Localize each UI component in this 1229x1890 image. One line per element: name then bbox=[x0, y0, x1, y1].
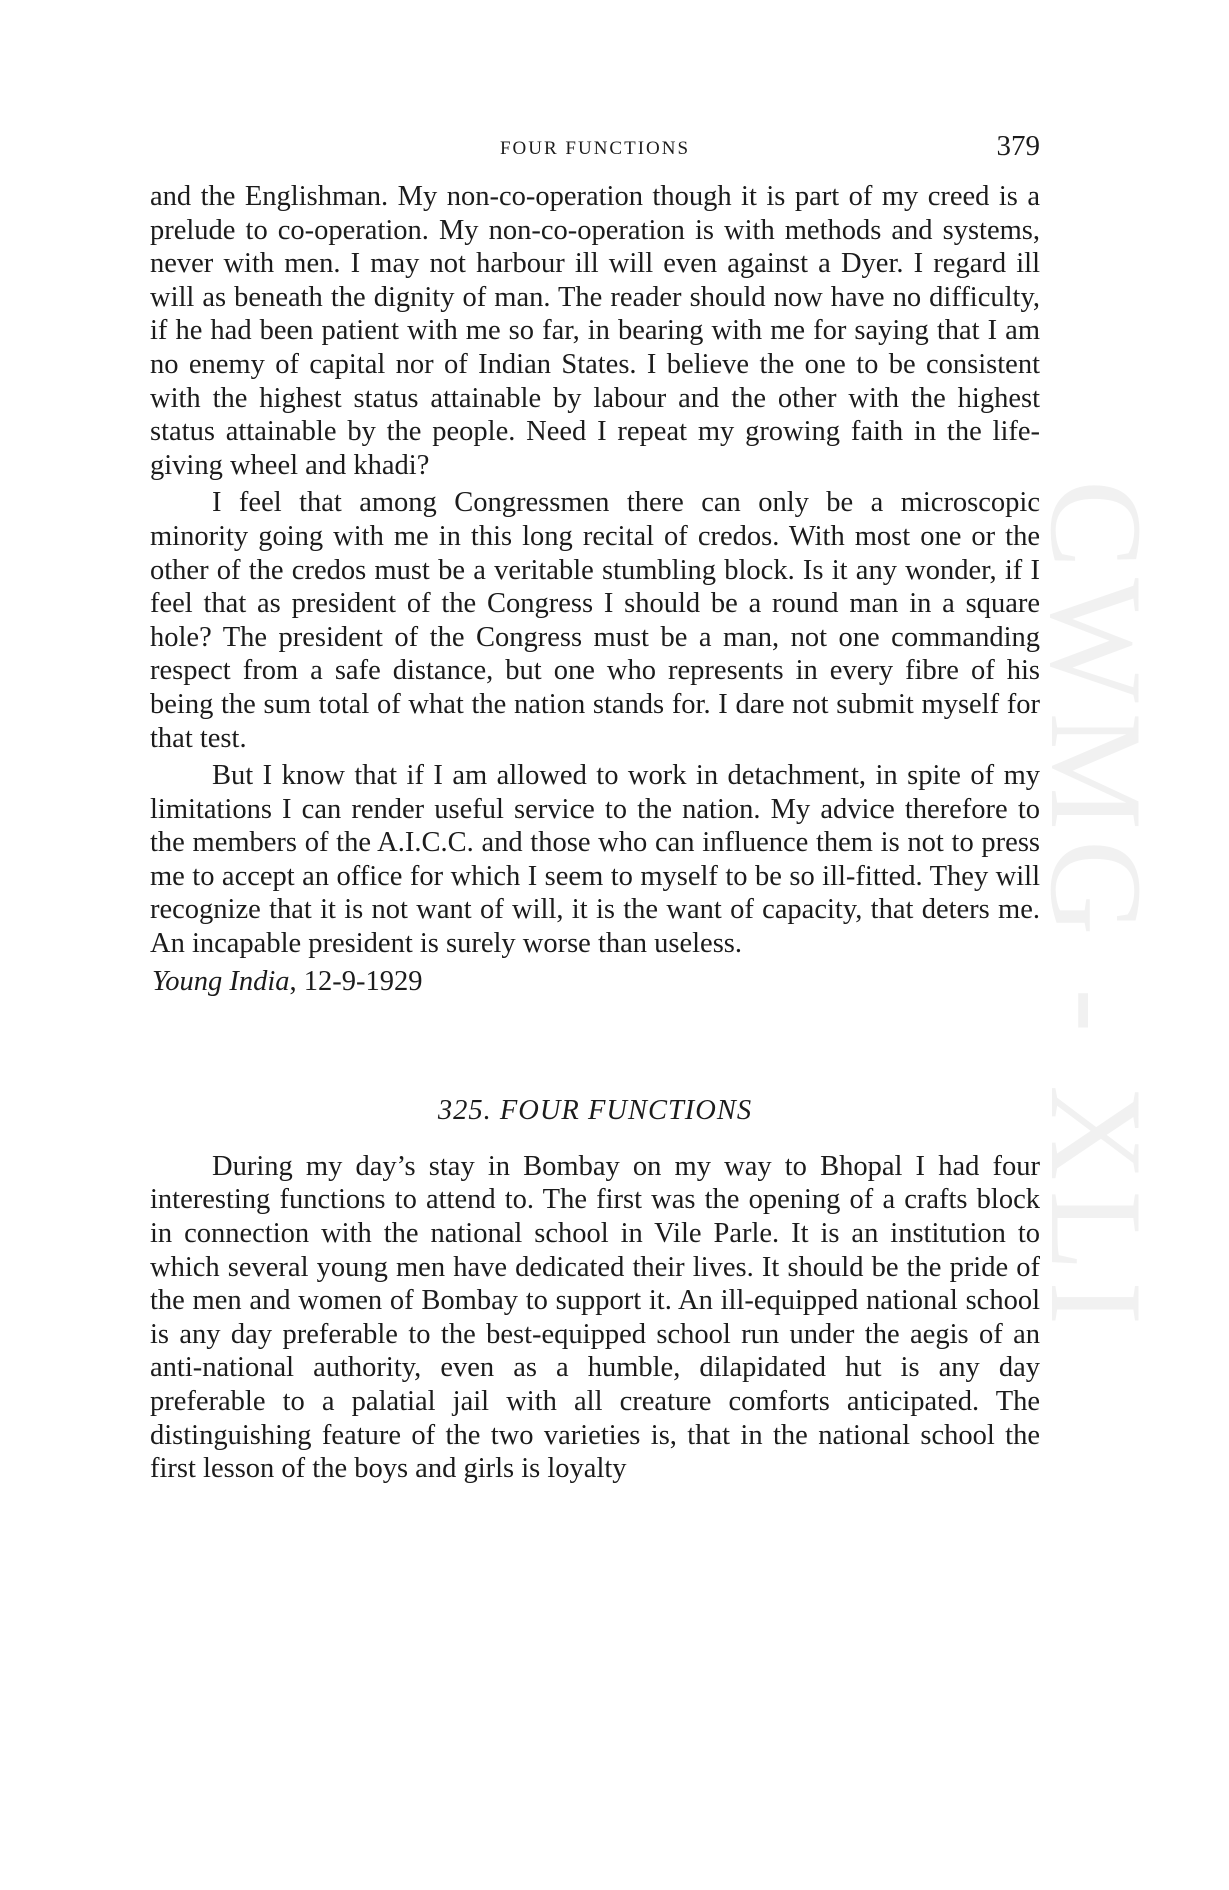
page-body bbox=[150, 180, 1040, 1486]
section-heading bbox=[150, 1094, 1040, 1128]
citation bbox=[150, 965, 1040, 999]
watermark: CWMG - XLI bbox=[1023, 480, 1170, 1336]
page-header bbox=[148, 130, 1042, 170]
paragraph: I feel that among Congressmen there can only be a microscopic minority going with me in this long recital of credos. With most one or the other of the credos must be a veritable stumbling block. Is it any wonder, if I feel that as president of the Congress I should be a round man in a square hole? The president of the Congress must be a man, not one commanding respect from a safe distance, but one who represents in every fibre of his being the sum total of what the nation stands for. I dare not submit myself for that test. bbox=[150, 487, 1040, 754]
paragraph: During my day’s stay in Bombay on my way to Bhopal I had four interesting functions to attend to. The first was the opening of a crafts block in connection with the national school in Vile Parle. It is an institution to which several young men have dedicated their lives. It should be the pride of the men and women of Bombay to support it. An ill-equipped national school is any day preferable to the best-equipped school run under the aegis of an anti-national authority, even as a humble, dilapidated hut is any day preferable to a palatial jail with all creature comforts anticipated. The distinguishing feature of the two varieties is, that in the national school the first lesson of the boys and girls is loyalty bbox=[150, 1150, 1040, 1485]
section-number: 325. bbox=[437, 1095, 492, 1127]
page-number: 379 bbox=[996, 130, 1040, 162]
section-title: FOUR FUNCTIONS bbox=[499, 1095, 753, 1127]
paragraph: But I know that if I am allowed to work in detachment, in spite of my limitations I can render useful service to the nation. My advice therefore to the members of the A.I.C.C. and those who can influence them is not to press me to accept an office for which I seem to myself to be so ill-fitted. They will recognize that it is not want of will, it is the want of capacity, that deters me. An incapable president is surely worse than useless. bbox=[150, 760, 1040, 960]
paragraph: and the Englishman. My non-co-operation though it is part of my creed is a prelude to co-operation. My non-co-operation is with methods and systems, never with men. I may not harbour ill will even against a Dyer. I regard ill will as beneath the dignity of man. The reader should now have no difficulty, if he had been patient with me so far, in bearing with me for saying that I am no enemy of capital nor of Indian States. I believe the one to be consistent with the highest status attainable by labour and the other with the highest status attainable by the people. Need I repeat my growing faith in the life-giving wheel and khadi? bbox=[150, 181, 1040, 481]
running-head: FOUR FUNCTIONS bbox=[499, 138, 691, 159]
citation-source: Young India bbox=[152, 965, 290, 997]
citation-date: , 12-9-1929 bbox=[289, 965, 423, 997]
